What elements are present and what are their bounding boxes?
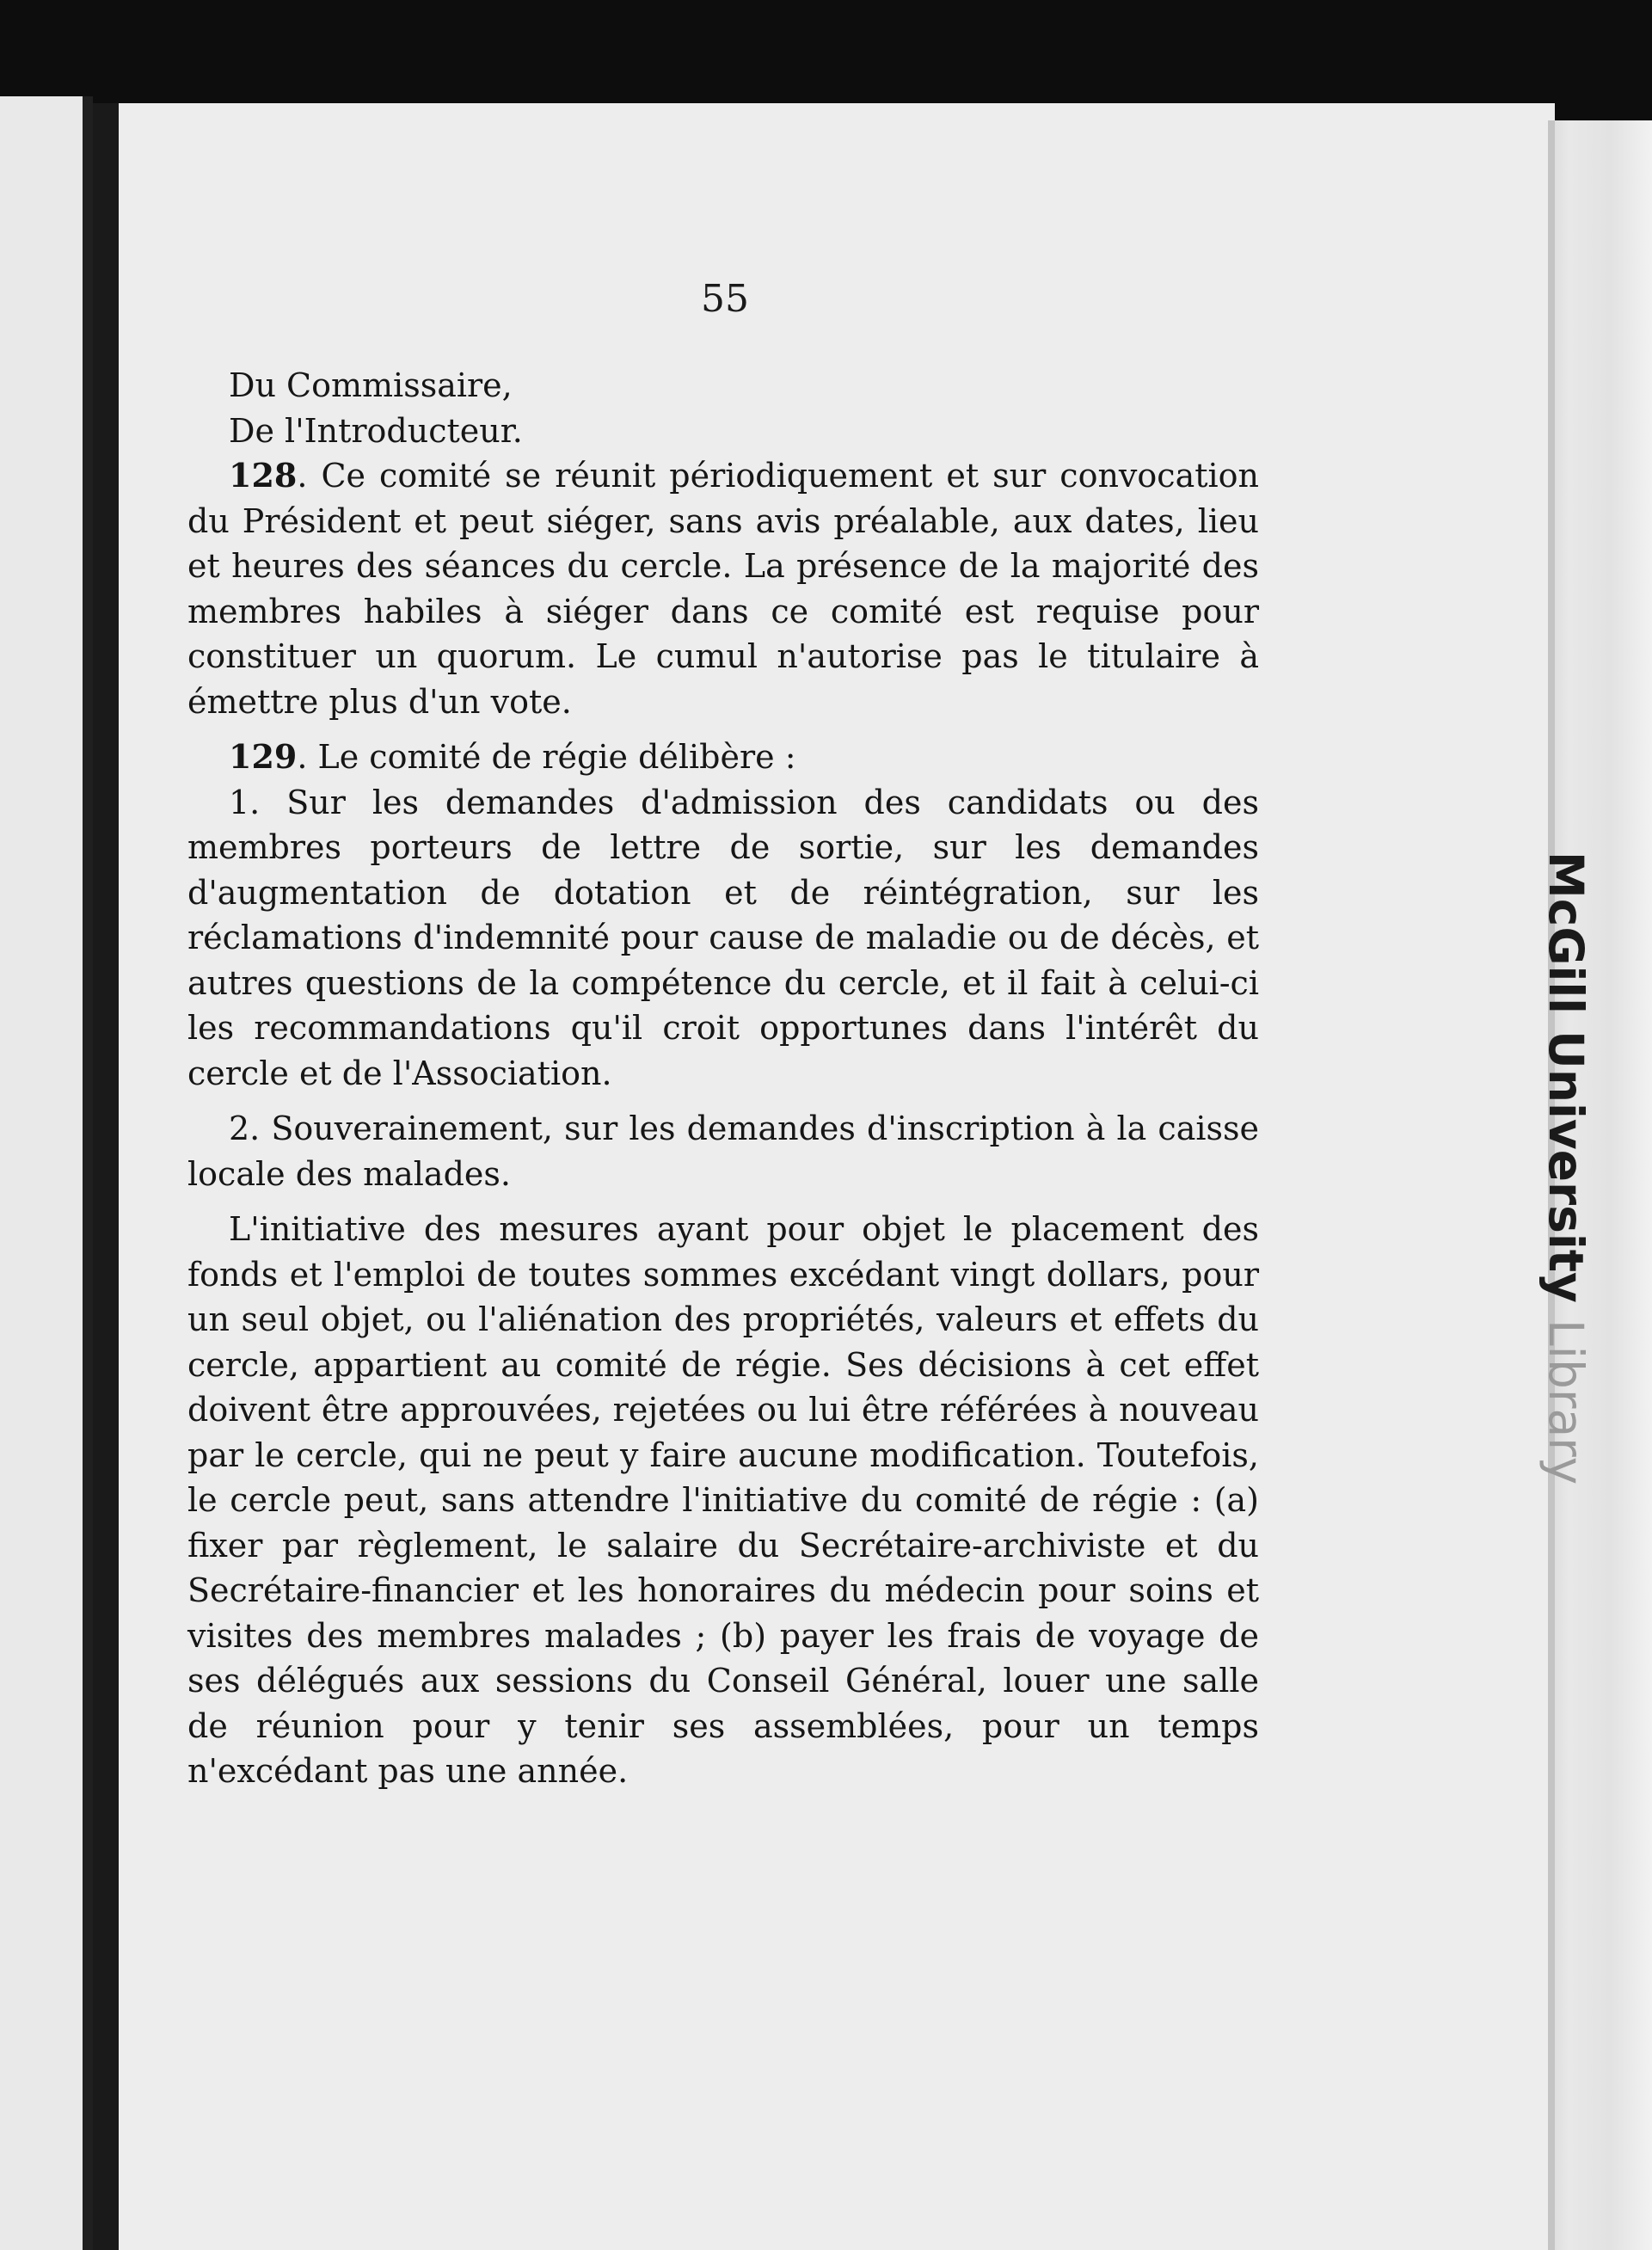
article-129-text: . Le comité de régie délibère : — [297, 738, 796, 776]
article-129 — [187, 735, 1259, 780]
previous-page-sliver — [0, 96, 93, 2250]
library-stamp-main: McGill University — [1538, 851, 1594, 1303]
entry-commissaire: Du Commissaire, — [229, 366, 513, 404]
page-text — [187, 363, 1259, 1794]
previous-page-edge — [83, 96, 93, 2250]
library-stamp-suffix: Library — [1538, 1319, 1594, 1485]
paragraph-initiative: L'initiative des mesures ayant pour objet le placement des fonds et l'emploi de toutes sommes excédant vingt dollars, pour un seul objet, ou l'aliénation des propriétés, valeurs et effets du cercle, appartient au comité de régie. Ses décisions à cet effet doivent être approuvées, rejetées ou lui être référées à nouveau par le cercle, qui ne peut y faire aucune modification. Toutefois, le cercle peut, sans attendre l'initiative du comité de régie : (a) fixer par règlement, le salaire du Secrétaire-archiviste et du Secrétaire-financier et les honoraires du médecin pour soins et visites des membres malades ; (b) payer les frais de voyage de ses délégués aux sessions du Conseil Général, louer une salle de réunion pour y tenir ses assemblées, pour un temps n'excédant pas une année. — [187, 1210, 1259, 1790]
article-129-item-2: 2. Souverainement, sur les demandes d'inscription à la caisse locale des malades. — [187, 1110, 1259, 1193]
article-129-item-1: 1. Sur les demandes d'admission des candidats ou des membres porteurs de lettre de sortie, sur les demandes d'augmentation de dotation et de réintégration, sur les réclamations d'indemnité pour cause de maladie ou de décès, et autres questions de la compétence du cercle, et il fait à celui-ci les recommandations qu'il croit opportunes dans l'intérêt du cercle et de l'Association. — [187, 783, 1259, 1092]
page-number: 55 — [701, 277, 749, 321]
article-129-number: 129 — [229, 737, 298, 776]
article-128-text: . Ce comité se réunit périodiquement et sur convocation du Président et peut siéger, sans avis préalable, aux dates, lieu et heures des séances du cercle. La présence de la majorité des membres habiles à siéger dans ce comité est requise pour constituer un quorum. Le cumul n'autorise pas le titulaire à émettre plus d'un vote. — [187, 457, 1259, 721]
entry-introducteur: De l'Introducteur. — [229, 411, 523, 450]
article-128 — [187, 453, 1259, 724]
page-binding-shadow — [93, 103, 119, 2250]
article-128-number: 128 — [229, 456, 298, 495]
library-stamp — [1538, 851, 1594, 1485]
